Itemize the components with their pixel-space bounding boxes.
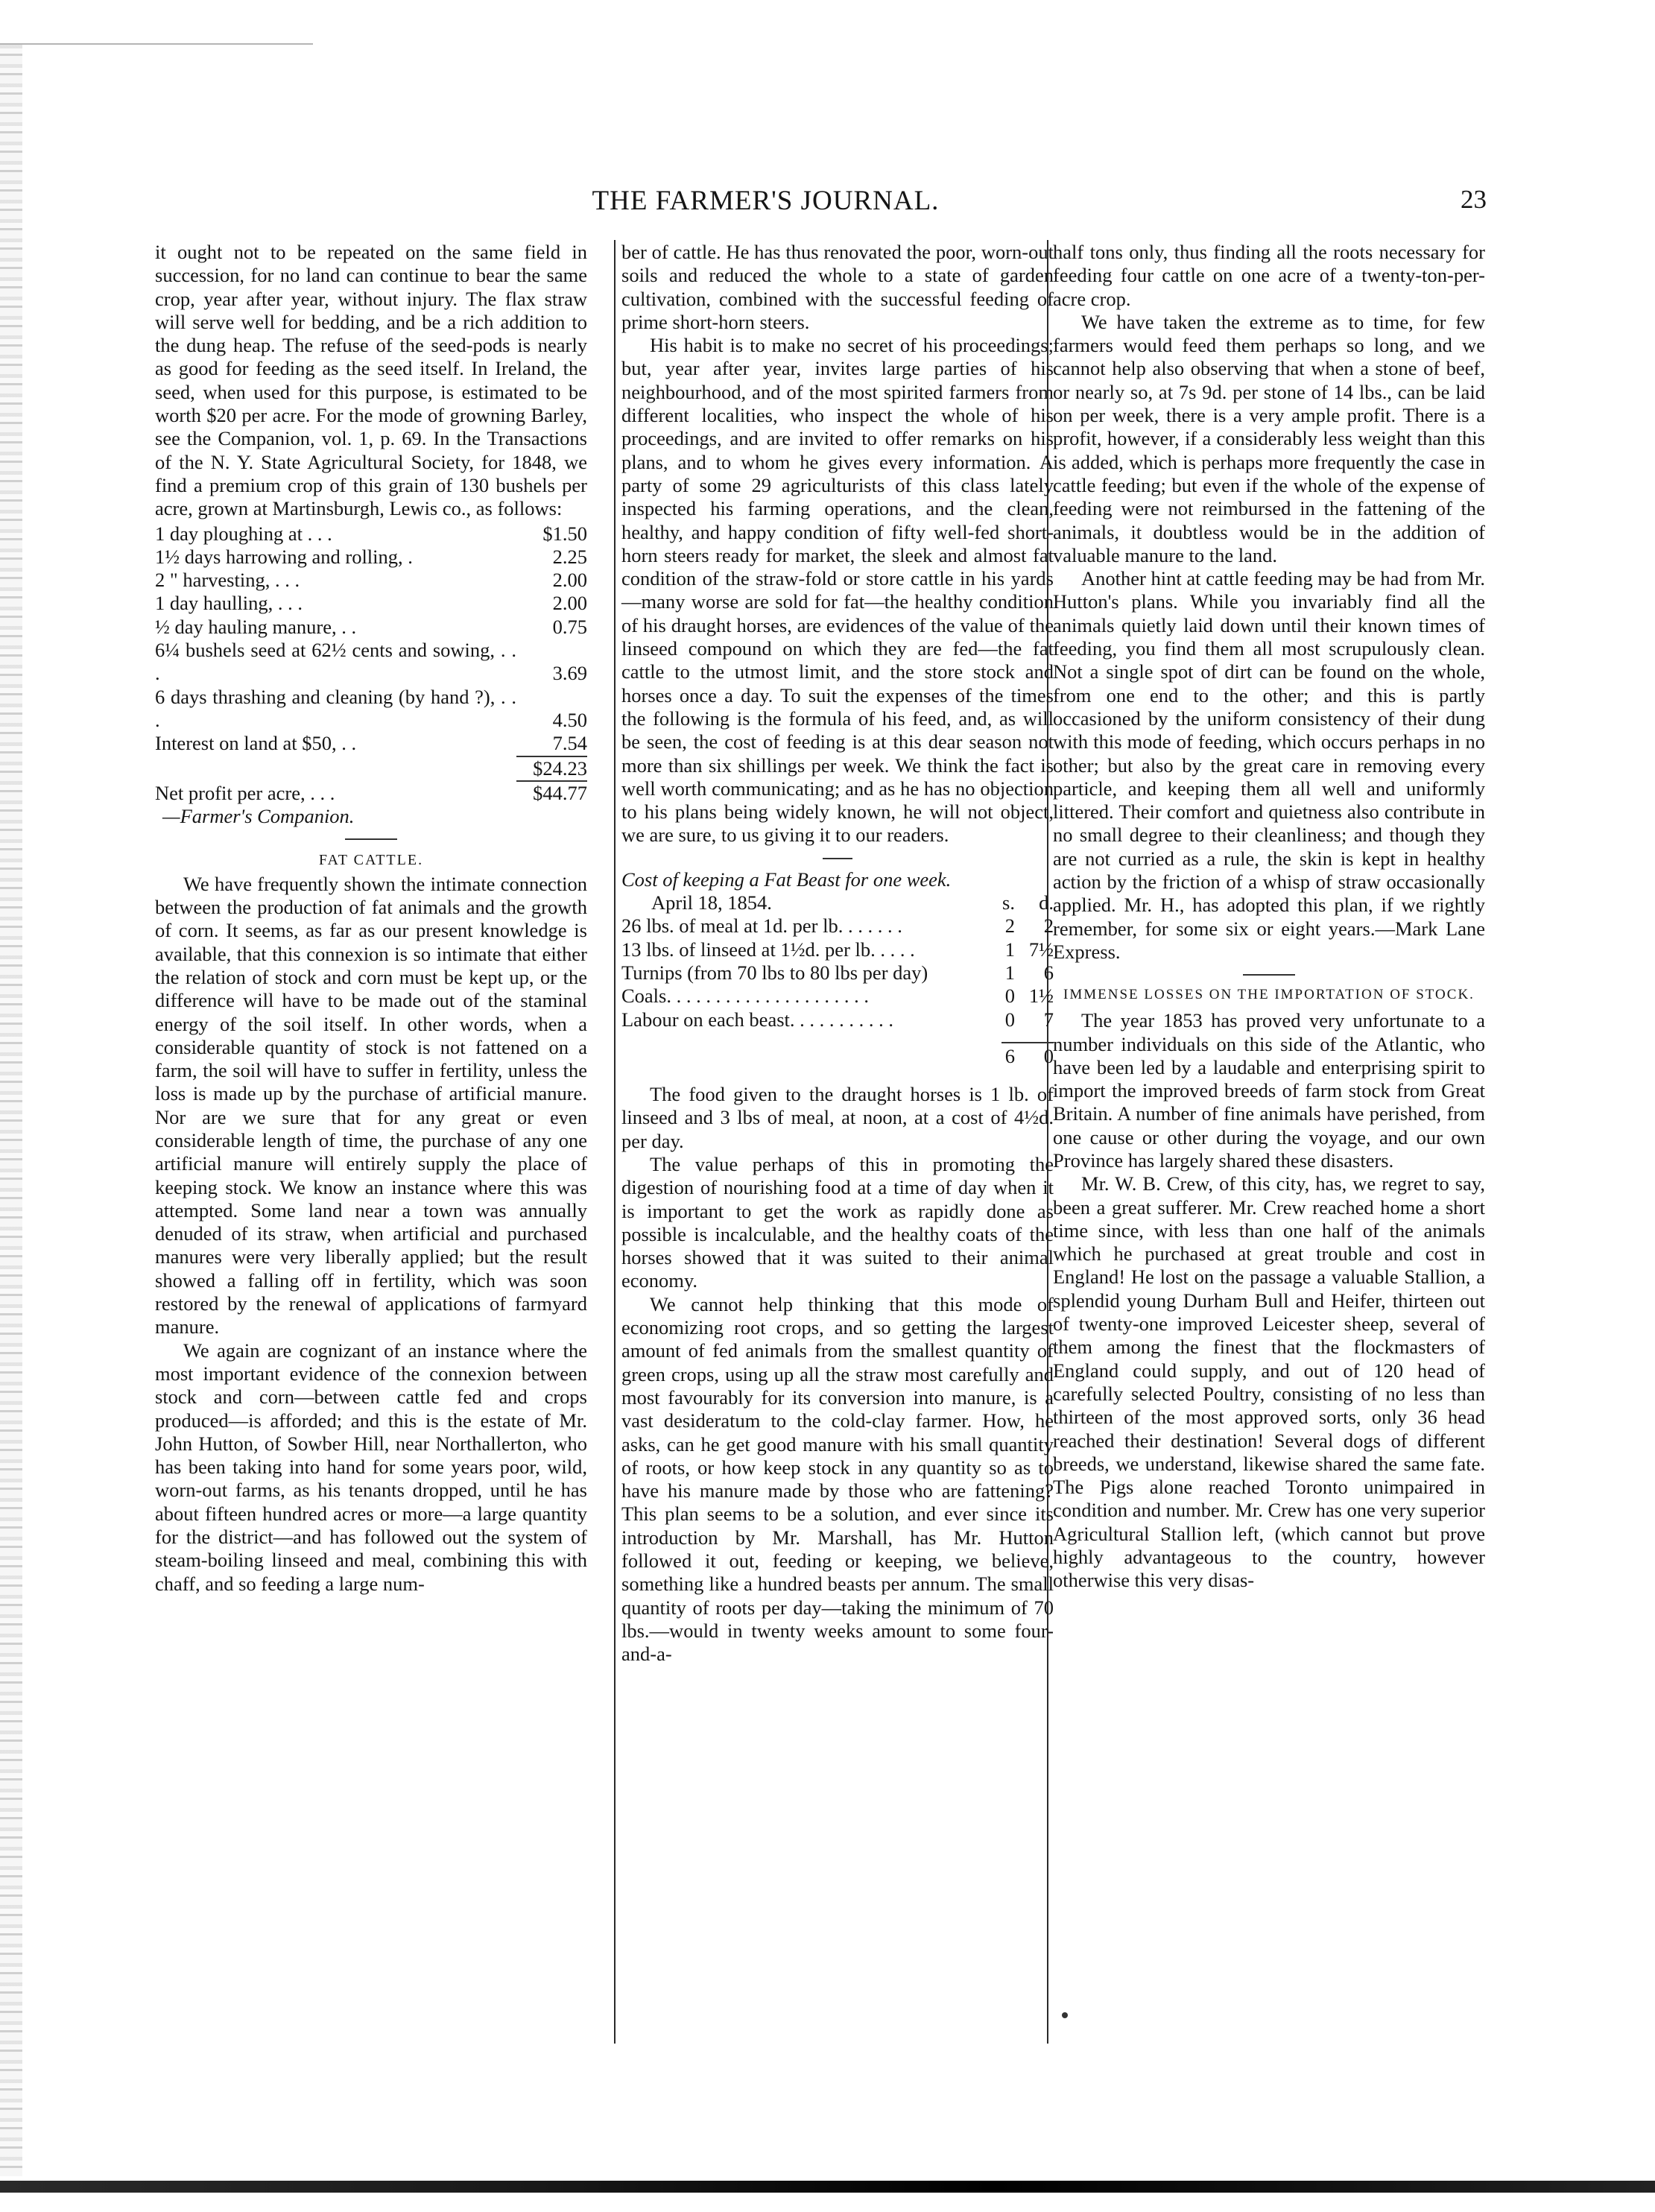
net-profit-amount: $44.77 [533, 781, 587, 804]
paragraph-crew: Mr. W. B. Crew, of this city, has, we regret to say, been a great sufferer. Mr. Crew reached home a short time since, with less than one half of the animals which he purchased at great trouble and cost in England! He lost on the passage a valuable Stallion, a splendid young Durham Bull and Heifer, thirteen out of twenty-one improved Leicester sheep, several of them among the finest that the flockmasters of England could supply, and out of 120 head of carefully selected Poultry, consisting of no less than thirteen of the most approved sorts, only 36 head reached their destination! Several dogs of different breeds, we understand, likewise shared the same fate. The Pigs alone reached Toronto unimpaired in condition and number. Mr. Crew has one very superior Agricultural Stallion left, (which cannot but prove highly advantageous to the country, however otherwise this very disas- [1053, 1172, 1485, 1592]
shillings-header: s. [1002, 891, 1015, 914]
column-divider-1 [614, 240, 616, 2044]
paragraph-value: The value perhaps of this in promoting the digestion of nourishing food at a time of day when it is important to get the work as rapidly done as possible is incalculable, and the healthy coats of the horses showed that it was suited to their animal economy. [621, 1152, 1054, 1292]
section-rule [345, 838, 397, 840]
section-rule [1243, 974, 1295, 976]
item-cell: 13 lbs. of linseed at 1½d. per lb. . . . . [621, 938, 915, 961]
cost-label: 1 day ploughing at . . . [155, 522, 332, 545]
ink-dot [1062, 2012, 1068, 2018]
section-heading-fat-cattle: FAT CATTLE. [318, 852, 424, 869]
cost-amount: 3.69 [552, 662, 587, 685]
sum-rule [1001, 1042, 1054, 1043]
column-2 [621, 241, 1054, 2074]
table-row [621, 1031, 1054, 1045]
journal-title: THE FARMER'S JOURNAL. [592, 186, 940, 216]
item-cell: Turnips (from 70 lbs to 80 lbs per day) [621, 961, 928, 984]
page-bottom-edge [0, 2181, 1655, 2193]
table-row [155, 686, 587, 733]
cost-amount: 0.75 [552, 615, 587, 638]
table-row [155, 592, 587, 615]
page-binding-edge [0, 45, 22, 2176]
pence-header: d. [1039, 891, 1054, 914]
column-1 [155, 241, 587, 2074]
pence-cell: 1½ [1028, 985, 1054, 1008]
table-row [621, 914, 1054, 938]
table-row [621, 938, 1054, 961]
cost-label: ½ day hauling manure, . . [155, 615, 357, 638]
cost-amount: 2.25 [552, 545, 587, 568]
page-number: 23 [1461, 185, 1487, 214]
pence-cell: 7½ [1028, 938, 1054, 961]
page-header [45, 185, 1487, 222]
cost-label: 1½ days harrowing and rolling, . [155, 545, 413, 568]
cost-table-title: Cost of keeping a Fat Beast for one week. [621, 868, 952, 891]
shillings-cell: 0 [1004, 1008, 1015, 1031]
net-profit-label: Net profit per acre, . . . [155, 781, 335, 804]
cost-label: 6 days thrashing and cleaning (by hand ?), . . . [155, 685, 516, 731]
cost-label: 2 " harvesting, . . . [155, 569, 300, 592]
table-row [155, 782, 587, 805]
cost-amount: 2.00 [552, 592, 587, 615]
cost-label: 1 day haulling, . . . [155, 592, 303, 615]
table-row [155, 616, 587, 639]
paragraph-economizing: We cannot help thinking that this mode of economizing root crops, and so getting the largest amount of fed animals from the smallest quantity of green crops, using up all the straw most carefully and most favourably for its conversion into manure, is a vast desideratum to the cold-clay farmer. How, he asks, can he get good manure with his small quantity of roots, or how keep stock in any quantity so as to have his manure made by those who are fattening? This plan seems to be a solution, and ever since its introduction by Mr. Marshall, has Mr. Hutton followed it out, feeding or keeping, we believe, something like a hundred beasts per annum. The small quantity of roots per day—taking the minimum of 70 lbs.—would in twenty weeks amount to some four-and-a- [621, 1292, 1054, 1666]
table-header-row [621, 891, 1054, 914]
item-cell: Labour on each beast. . . . . . . . . . . [621, 1008, 894, 1031]
source-credit: —Farmer's Companion. [162, 805, 355, 828]
shillings-cell: 1 [1004, 938, 1015, 961]
cost-total: $24.23 [533, 756, 587, 780]
cost-amount: 4.50 [552, 708, 587, 731]
shillings-cell: 0 [1004, 985, 1015, 1008]
paragraph-renovated: ber of cattle. He has thus renovated the poor, worn-out soils and reduced the whole to a state of garden cultivation, combined with the successful feeding of prime short-horn steers. [621, 241, 1054, 333]
paragraph-draught-horses: The food given to the draught horses is 1 lb. of linseed and 3 lbs of meal, at noon, at a cost of 4½d. per day. [621, 1083, 1054, 1152]
paragraph-fat-cattle: We have frequently shown the intimate connection between the production of fat animals and the growth of corn. It seems, as far as our present knowledge is available, that this connexion is so intimate that either the relation of stock and corn must be kept up, or the difference will have to be made out of the staminal energy of the soil itself. In other words, when a considerable quantity of stock is not fattened on a farm, the soil will have to suffer in fertility, unless the loss is made up by the purchase of artificial manure. Nor are we sure that for any great or even considerable length of time, the purchase of any one artificial manure will entirely supply the place of keeping stock. We know an instance where this was attempted. Some land near a town was annually denuded of its straw, when artificial and purchased manures were very liberally applied; but the result showed a falling off in fertility, which was soon restored by the renewal of applications of farmyard manure. [155, 872, 587, 1339]
cost-amount: $1.50 [542, 522, 587, 545]
paragraph-habit: His habit is to make no secret of his proceedings; but, year after year, invites large parties of his neighbourhood, and of the most spirited farmers from different localities, who inspect the whole of his proceedings, and are invited to offer remarks on his plans, and to whom he gives every information. A party of some 29 agriculturists of this class lately inspected his farming operations, and the clean, healthy, and happy condition of fifty well-fed short-horn steers ready for market, the sleek and almost fat condition of the straw-fold or store cattle in his yards—many worse are sold for fat—the healthy condition of his draught horses, are evidences of the value of the linseed compound on which they are fed—the fat cattle to the utmost limit, and the store stock and horses once a day. To suit the expenses of the times the following is the formula of his feed, and, as will be seen, the cost of feeding is at this dear season not more than six shillings per week. We think the fact is well worth communicating; and as he has no objection to his plans being widely known, he will not object, we are sure, to us giving it to our readers. [621, 334, 1054, 847]
total-pence: 0 [1043, 1044, 1054, 1067]
item-cell: Coals. . . . . . . . . . . . . . . . . . . . . [621, 985, 869, 1008]
section-heading-immense-losses: IMMENSE LOSSES ON THE IMPORTATION OF STOCK. [1063, 987, 1475, 1003]
table-row [155, 732, 587, 755]
item-cell: 26 lbs. of meal at 1d. per lb. . . . . . . [621, 914, 902, 938]
cost-label: 6¼ bushels seed at 62½ cents and sowing, . . . [155, 639, 516, 685]
shillings-cell: 2 [1004, 914, 1015, 938]
table-row [155, 639, 587, 686]
table-row [155, 522, 587, 546]
fat-beast-cost-table [621, 891, 1054, 1068]
cost-label: Interest on land at $50, . . [155, 732, 357, 755]
column-3 [1053, 241, 1485, 2074]
top-edge-rule [0, 43, 313, 45]
paragraph-another-hint: Another hint at cattle feeding may be had from Mr. Hutton's plans. While you invariably find all the animals quietly laid down until their known times of feeding, you find them all most scrupulously clean. Not a single spot of dirt can be found on the whole, from one end to the other; and this is partly occasioned by the uniform consistency of their dung with this mode of feeding, which occurs perhaps in no other; but also by the great care in removing every particle, and keeping them all well and uniformly littered. Their comfort and quietness also contribute in no small degree to their cleanliness; and though they are not curried as a rule, the skin is kept in healthy action by the friction of a whisp of straw occasionally applied. Mr. H., has adopted this plan, if we rightly remember, for some six or eight years.—Mark Lane Express. [1053, 567, 1485, 963]
cost-amount: 7.54 [552, 732, 587, 755]
table-row [155, 546, 587, 569]
table-date: April 18, 1854. [651, 891, 772, 914]
pence-cell: 6 [1043, 961, 1054, 984]
cost-amount: 2.00 [552, 569, 587, 592]
barley-cost-table [155, 522, 587, 806]
paragraph-hutton-estate: We again are cognizant of an instance where the most important evidence of the connexion between stock and corn—between cattle fed and crops produced—is afforded; and this is the estate of Mr. John Hutton, of Sowber Hill, near Northallerton, who has been taking into hand for some years poor, wild, worn-out farms, as his tenants dropped, until he has about fifteen hundred acres or more—a large quantity for the district—and has followed out the system of steam-boiling linseed and meal, combining this with chaff, and so feeding a large num- [155, 1339, 587, 1595]
pence-cell: 2 [1043, 914, 1054, 938]
total-shillings: 6 [1004, 1044, 1015, 1067]
shillings-cell: 1 [1004, 961, 1015, 984]
table-row [155, 756, 587, 780]
paragraph-extreme: We have taken the extreme as to time, for few farmers would feed them perhaps so long, and we cannot help also observing that when a stone of beef, or nearly so, at 7s 9d. per stone of 14 lbs., can be laid on per week, there is a very ample profit. There is a profit, however, if a considerably less weight than this is added, which is perhaps more frequently the case in cattle feeding; but even if the whole of the expense of feeding were not reimbursed in the fattening of the animals, it doubtless would be in the addition of valuable manure to the land. [1053, 310, 1485, 566]
table-total-row [621, 1045, 1054, 1068]
table-row [621, 1008, 1054, 1031]
table-row [621, 961, 1054, 985]
table-row [621, 985, 1054, 1008]
paragraph-half-tons: half tons only, thus finding all the roots necessary for feeding four cattle on one acre of a twenty-ton-per-acre crop. [1053, 241, 1485, 310]
section-rule [823, 858, 852, 859]
pence-cell: 7 [1043, 1008, 1054, 1031]
paragraph-year-1853: The year 1853 has proved very unfortunate to a number individuals on this side of the Atlantic, who have been led by a laudable and enterprising spirit to import the improved breeds of farm stock from Great Britain. A number of fine animals have perished, from one cause or other during the voyage, and our own Province has largely shared these disasters. [1053, 1009, 1485, 1172]
table-row [155, 569, 587, 592]
paragraph-flax: it ought not to be repeated on the same field in succession, for no land can continue to bear the same crop, year after year, without injury. The flax straw will serve well for bedding, and be a rich addition to the dung heap. The refuse of the seed-pods is nearly as good for feeding as the seed itself. In Ireland, the seed, when used for this purpose, is estimated to be worth $20 per acre. For the mode of growning Barley, see the Companion, vol. 1, p. 69. In the Transactions of the N. Y. State Agricultural Society, for 1848, we find a premium crop of this grain of 130 bushels per acre, grown at Martinsburgh, Lewis co., as follows: [155, 241, 587, 520]
